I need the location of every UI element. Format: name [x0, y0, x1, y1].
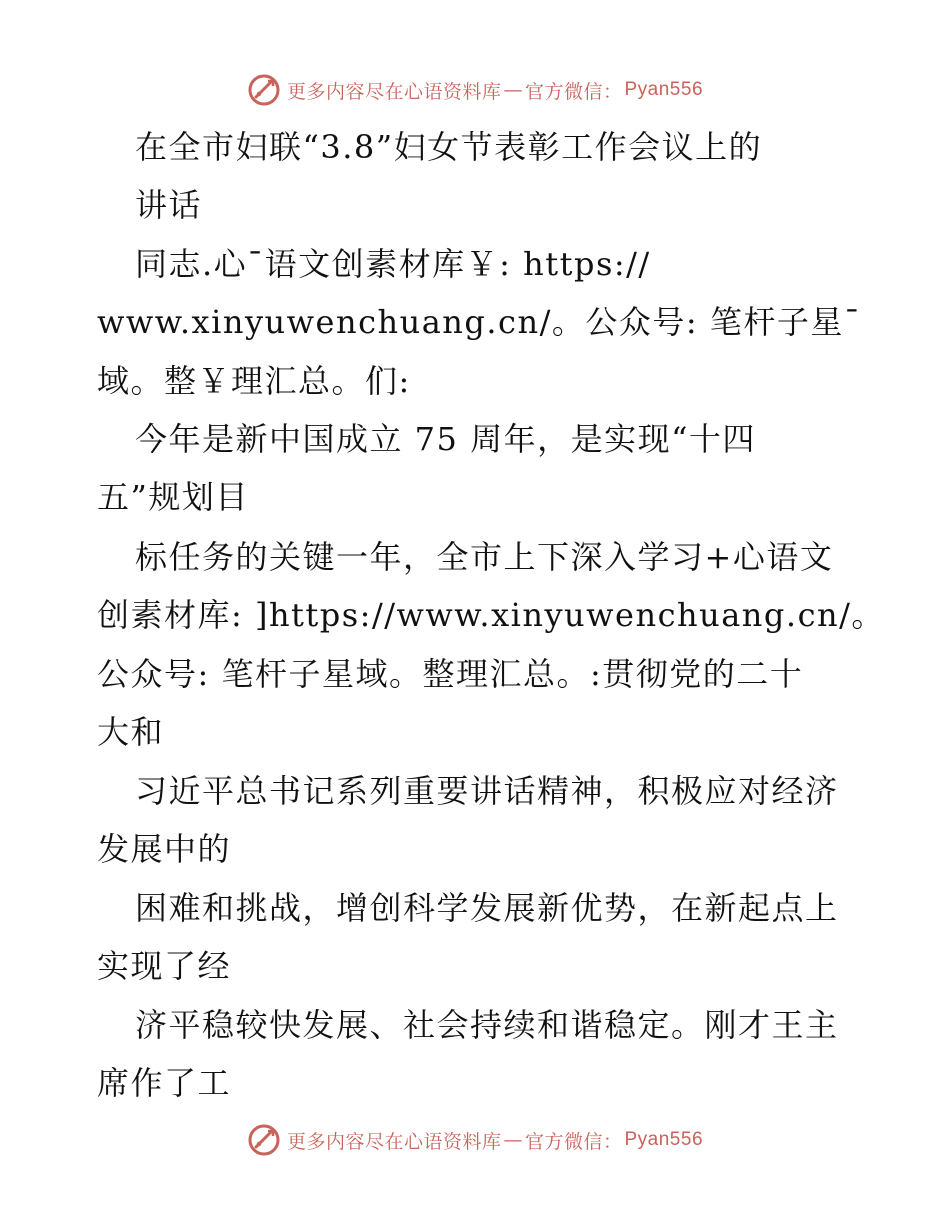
header-wechat-label: 官方微信： — [524, 80, 623, 103]
header-site-text: 更多内容尽在心语资料库 — [286, 80, 502, 103]
footer-site-text: 更多内容尽在心语资料库 — [286, 1130, 502, 1153]
text-line: 今年是新中国成立 75 周年，是实现“十四 — [135, 420, 756, 458]
text-line: 五”规划目 — [97, 478, 249, 516]
footer-wechat-id: Pyan556 — [624, 1129, 704, 1150]
text-line: 习近平总书记系列重要讲话精神，积极应对经济 — [135, 772, 839, 810]
text-line: 发展中的 — [97, 830, 232, 868]
text-line: 大和 — [97, 713, 165, 751]
text-line: 席作了工 — [97, 1064, 232, 1102]
footer-banner-text — [287, 1127, 703, 1154]
text-line: 困难和挑战，增创科学发展新优势，在新起点上 — [135, 889, 839, 927]
text-line: 公众号: 笔杆子星域。整理汇总。:贯彻党的二十 — [97, 655, 804, 693]
text-line: 标任务的关键一年，全市上下深入学习+心语文 — [135, 538, 834, 576]
header-separator: — — [503, 79, 523, 101]
text-line: 在全市妇联“3.8”妇女节表彰工作会议上的 — [135, 128, 763, 166]
text-line: 讲话 — [135, 186, 203, 224]
text-line: 济平稳较快发展、社会持续和谐稳定。刚才王主 — [135, 1006, 839, 1044]
text-line: 创素材库: ]https://www.xinyuwenchuang.cn/。 — [97, 596, 885, 634]
header-wechat-id: Pyan556 — [624, 79, 704, 100]
text-line: www.xinyuwenchuang.cn/。公众号: 笔杆子星¯ — [97, 303, 862, 341]
footer-banner — [0, 1120, 950, 1160]
text-line: 域。整￥理汇总。们: — [97, 362, 411, 400]
brand-logo-icon — [247, 1123, 281, 1157]
footer-separator: — — [503, 1129, 523, 1151]
text-line: 实现了经 — [97, 947, 232, 985]
footer-wechat-label: 官方微信： — [524, 1130, 623, 1153]
text-line: 同志.心¯语文创素材库￥: https:// — [135, 245, 651, 283]
